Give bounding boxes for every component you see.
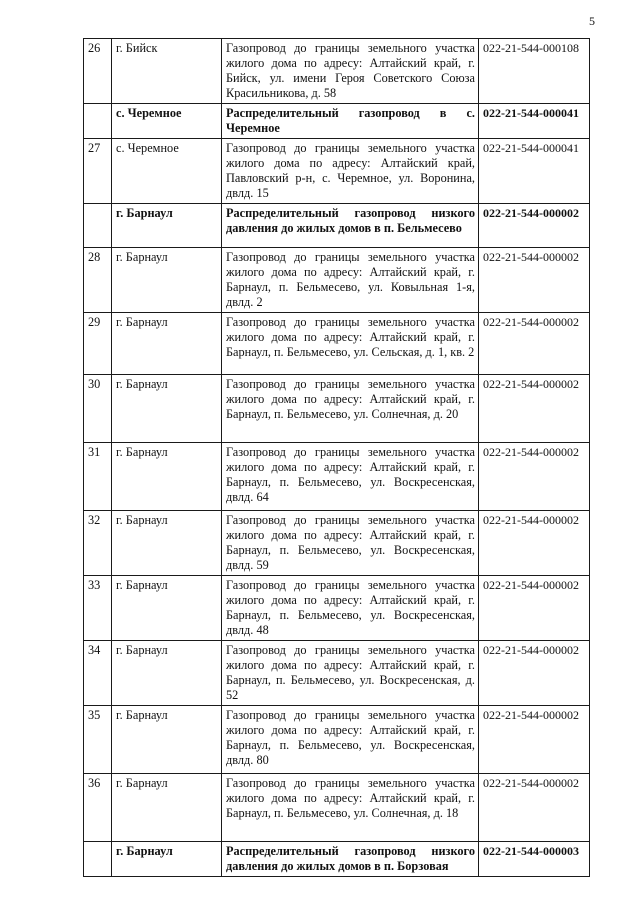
row-number: 32 [84, 511, 112, 576]
table-row [84, 576, 590, 641]
row-description: Распределительный газопровод в с. Черемное [222, 104, 479, 139]
row-description: Газопровод до границы земельного участка жилого дома по адресу: Алтайский край, г. Барнаул, п. Бельмесево, ул. Солнечная, д. 20 [222, 375, 479, 443]
row-location: г. Барнаул [112, 204, 222, 248]
table-row [84, 443, 590, 511]
row-code: 022-21-544-000041 [479, 139, 590, 204]
row-code: 022-21-544-000002 [479, 774, 590, 842]
group-row [84, 104, 590, 139]
row-description: Газопровод до границы земельного участка жилого дома по адресу: Алтайский край, г. Барнаул, п. Бельмесево, ул. Воскресенская, двлд. 64 [222, 443, 479, 511]
table-row [84, 641, 590, 706]
row-number: 27 [84, 139, 112, 204]
row-number: 35 [84, 706, 112, 774]
row-code: 022-21-544-000002 [479, 375, 590, 443]
row-number [84, 842, 112, 877]
row-number: 34 [84, 641, 112, 706]
row-location: с. Черемное [112, 139, 222, 204]
row-description: Газопровод до границы земельного участка жилого дома по адресу: Алтайский край, г. Барнаул, п. Бельмесево, ул. Сельская, д. 1, кв. 2 [222, 313, 479, 375]
row-description: Газопровод до границы земельного участка жилого дома по адресу: Алтайский край, г. Барнаул, п. Бельмесево, ул. Воскресенская, двлд. 48 [222, 576, 479, 641]
row-number: 31 [84, 443, 112, 511]
table-row [84, 313, 590, 375]
row-code: 022-21-544-000041 [479, 104, 590, 139]
row-location: г. Барнаул [112, 842, 222, 877]
gas-pipeline-registry-table [83, 38, 590, 877]
row-number: 36 [84, 774, 112, 842]
table-row [84, 248, 590, 313]
row-code: 022-21-544-000002 [479, 706, 590, 774]
row-number [84, 104, 112, 139]
row-location: г. Бийск [112, 39, 222, 104]
row-description: Газопровод до границы земельного участка жилого дома по адресу: Алтайский край, г. Барнаул, п. Бельмесево, ул. Солнечная, д. 18 [222, 774, 479, 842]
row-number [84, 204, 112, 248]
table-row [84, 706, 590, 774]
row-location: с. Черемное [112, 104, 222, 139]
row-number: 29 [84, 313, 112, 375]
row-code: 022-21-544-000002 [479, 204, 590, 248]
row-location: г. Барнаул [112, 443, 222, 511]
row-code: 022-21-544-000002 [479, 511, 590, 576]
row-number: 28 [84, 248, 112, 313]
row-location: г. Барнаул [112, 375, 222, 443]
row-description: Газопровод до границы земельного участка жилого дома по адресу: Алтайский край, г. Барнаул, п. Бельмесево, ул. Воскресенская, д. 52 [222, 641, 479, 706]
row-description: Газопровод до границы земельного участка жилого дома по адресу: Алтайский край, Павловский р-н, с. Черемное, ул. Воронина, двлд. 15 [222, 139, 479, 204]
row-location: г. Барнаул [112, 774, 222, 842]
row-number: 26 [84, 39, 112, 104]
row-code: 022-21-544-000108 [479, 39, 590, 104]
row-code: 022-21-544-000002 [479, 248, 590, 313]
row-code: 022-21-544-000002 [479, 313, 590, 375]
table-row [84, 375, 590, 443]
row-location: г. Барнаул [112, 641, 222, 706]
row-code: 022-21-544-000002 [479, 576, 590, 641]
group-row [84, 842, 590, 877]
row-description: Распределительный газопровод низкого давления до жилых домов в п. Борзовая [222, 842, 479, 877]
row-location: г. Барнаул [112, 576, 222, 641]
row-location: г. Барнаул [112, 248, 222, 313]
page-number: 5 [589, 14, 595, 28]
row-location: г. Барнаул [112, 313, 222, 375]
row-location: г. Барнаул [112, 706, 222, 774]
row-code: 022-21-544-000002 [479, 641, 590, 706]
row-number: 33 [84, 576, 112, 641]
table-row [84, 774, 590, 842]
row-description: Газопровод до границы земельного участка жилого дома по адресу: Алтайский край, г. Барнаул, п. Бельмесево, ул. Ковыльная 1-я, двлд. 2 [222, 248, 479, 313]
row-description: Газопровод до границы земельного участка жилого дома по адресу: Алтайский край, г. Барнаул, п. Бельмесево, ул. Воскресенская, двлд. 59 [222, 511, 479, 576]
row-location: г. Барнаул [112, 511, 222, 576]
table-row [84, 39, 590, 104]
table-row [84, 139, 590, 204]
row-number: 30 [84, 375, 112, 443]
group-row [84, 204, 590, 248]
table-row [84, 511, 590, 576]
row-code: 022-21-544-000003 [479, 842, 590, 877]
row-description: Распределительный газопровод низкого давления до жилых домов в п. Бельмесево [222, 204, 479, 248]
row-description: Газопровод до границы земельного участка жилого дома по адресу: Алтайский край, г. Бийск, ул. имени Героя Советского Союза Красильникова, д. 58 [222, 39, 479, 104]
row-description: Газопровод до границы земельного участка жилого дома по адресу: Алтайский край, г. Барнаул, п. Бельмесево, ул. Воскресенская, двлд. 80 [222, 706, 479, 774]
row-code: 022-21-544-000002 [479, 443, 590, 511]
